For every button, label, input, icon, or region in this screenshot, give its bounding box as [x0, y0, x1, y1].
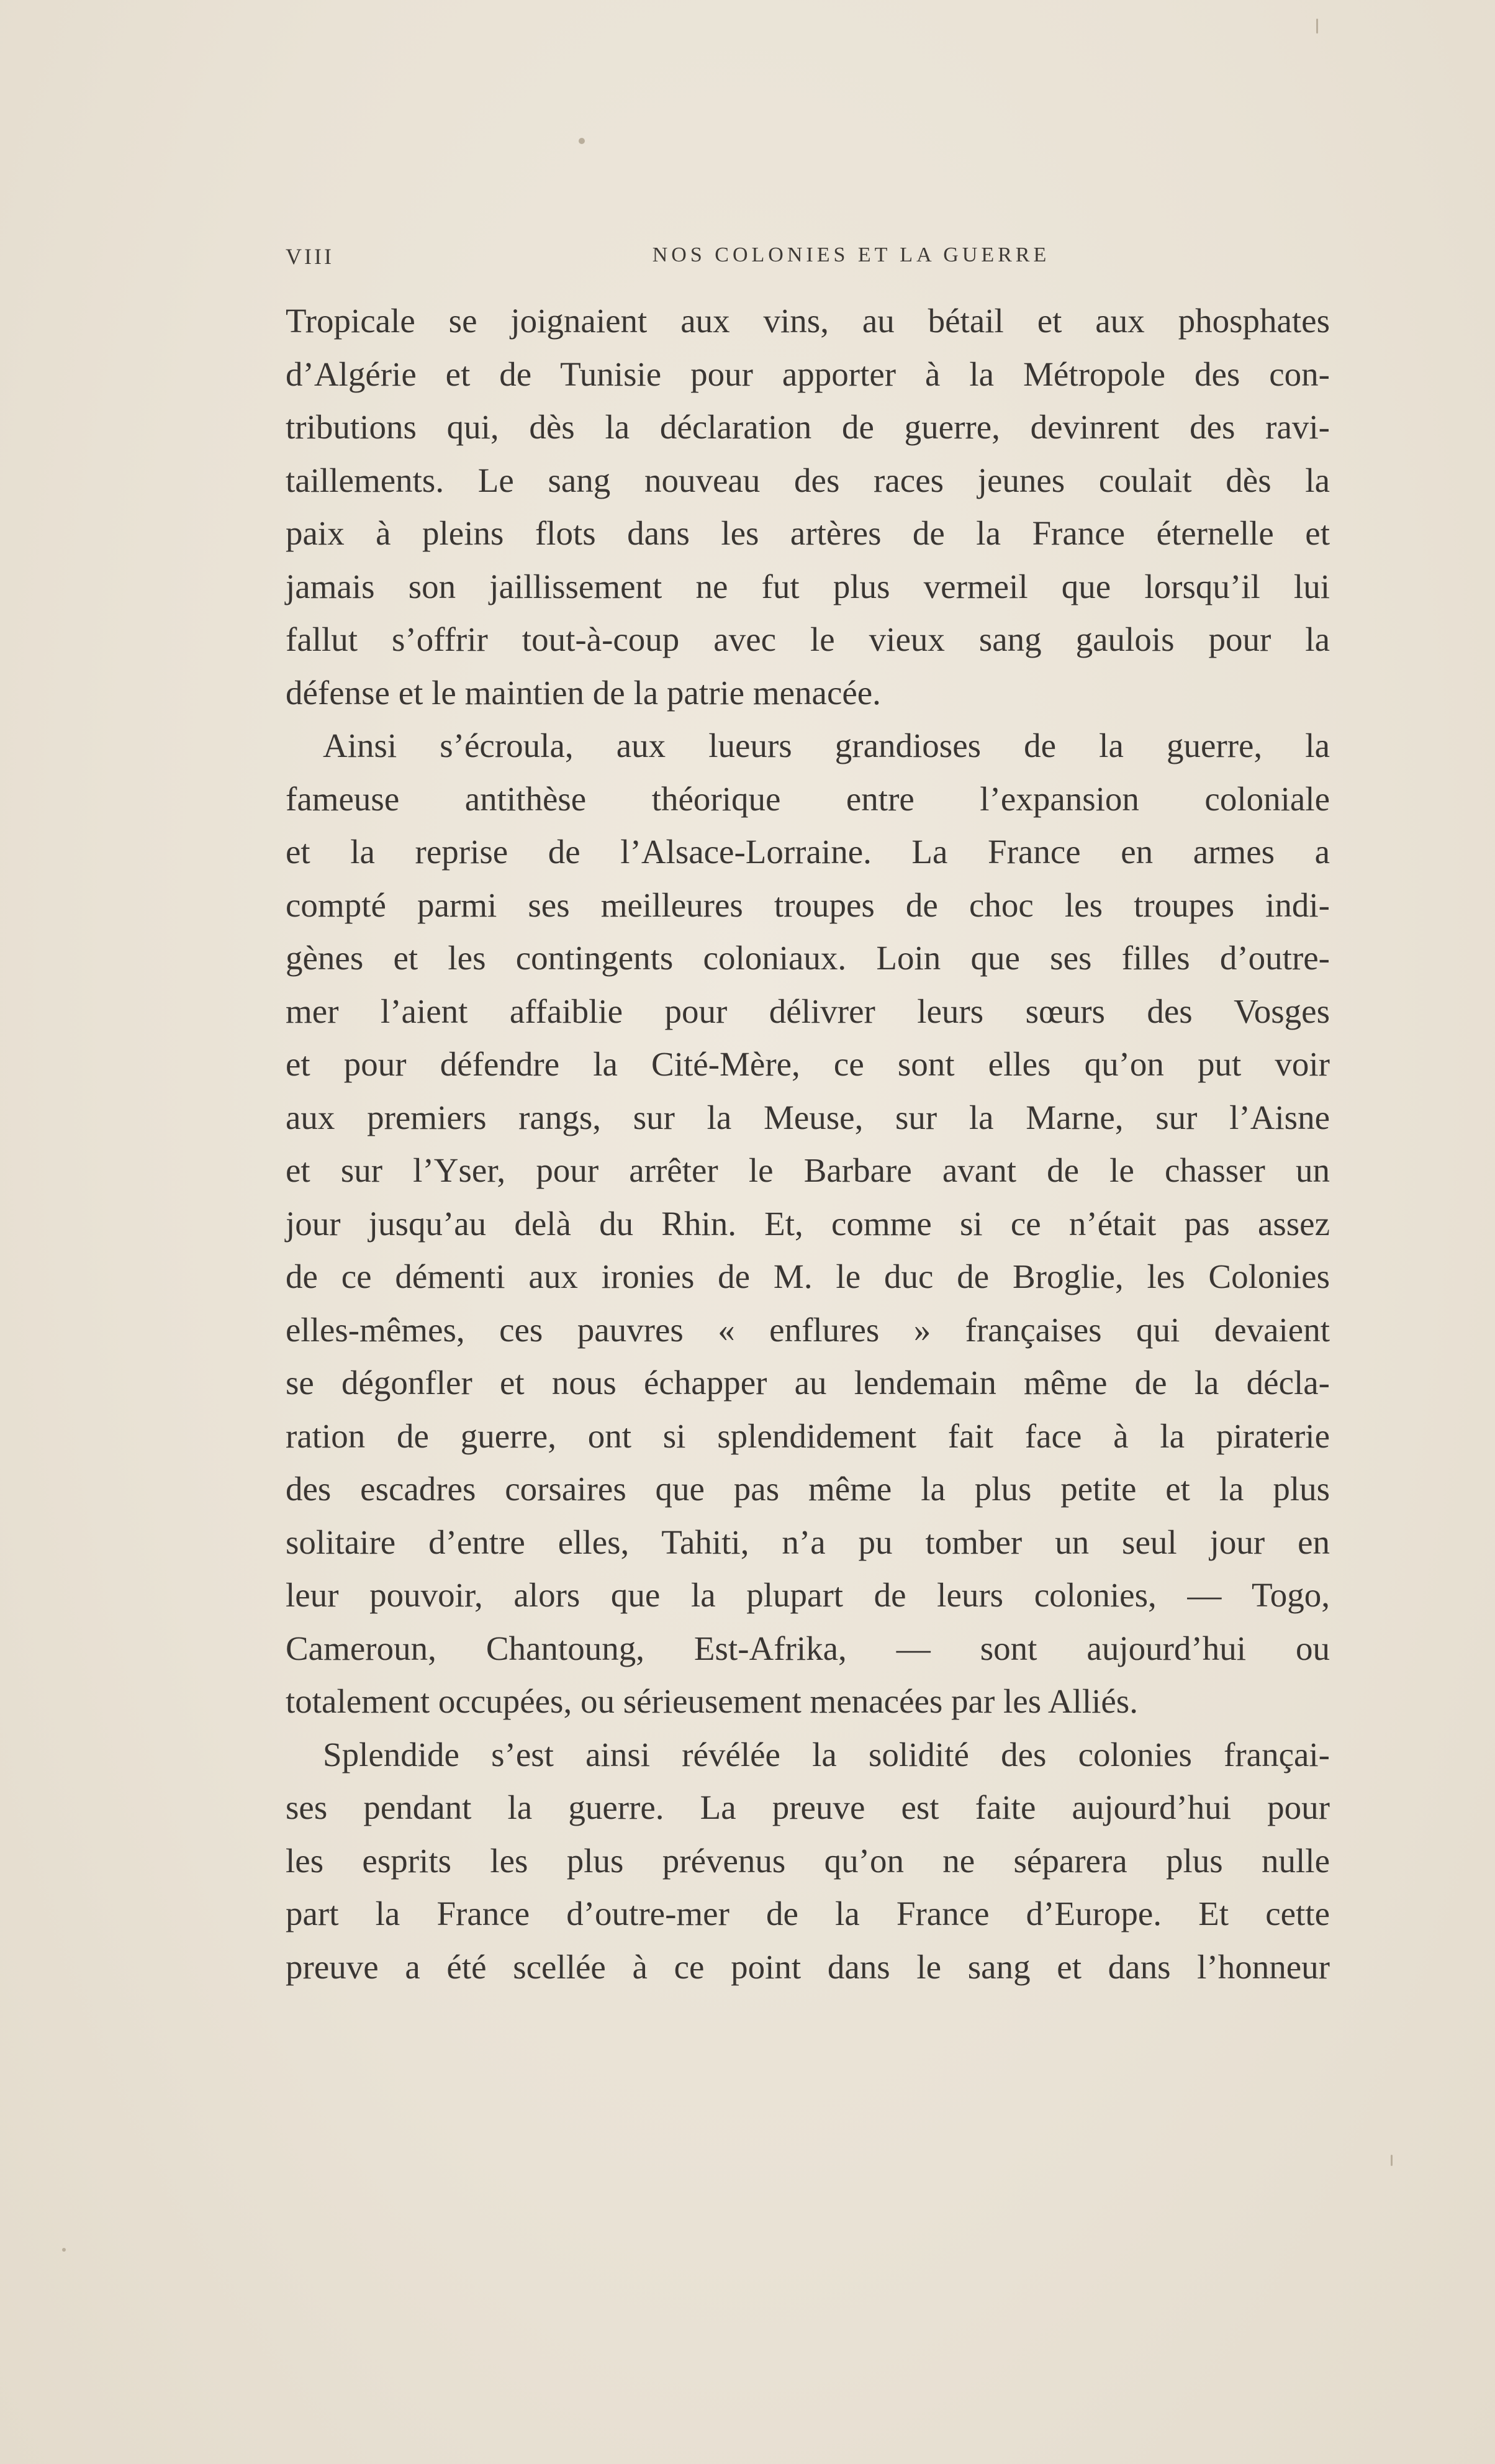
text-line: mer l’aient affaiblie pour délivrer leurs sœurs des Vosges: [286, 992, 1330, 1030]
page-number: VIII: [286, 244, 334, 269]
text-line: gènes et les contingents coloniaux. Loin que ses filles d’outre-: [286, 939, 1330, 977]
text-line: fameuse antithèse théorique entre l’expansion coloniale: [286, 779, 1330, 818]
text-line: les esprits les plus prévenus qu’on ne séparera plus nulle: [286, 1841, 1330, 1880]
text-line: de ce démenti aux ironies de M. le duc de Broglie, les Colonies: [286, 1257, 1330, 1295]
paper-speck: [62, 2248, 66, 2252]
text-line: Splendide s’est ainsi révélée la solidité des colonies françai-: [323, 1735, 1330, 1773]
text-line: jour jusqu’au delà du Rhin. Et, comme si ce n’était pas assez: [286, 1204, 1330, 1243]
text-line: taillements. Le sang nouveau des races jeunes coulait dès la: [286, 461, 1330, 499]
body-text: [286, 294, 1330, 1993]
paper-speck: [1391, 2155, 1393, 2166]
text-line: défense et le maintien de la patrie menacée.: [286, 673, 881, 712]
text-line: et la reprise de l’Alsace-Lorraine. La France en armes a: [286, 833, 1330, 871]
text-line: totalement occupées, ou sérieusement menacées par les Alliés.: [286, 1682, 1138, 1720]
text-line: leur pouvoir, alors que la plupart de leurs colonies, — Togo,: [286, 1576, 1330, 1614]
text-line: tributions qui, dès la déclaration de guerre, devinrent des ravi-: [286, 408, 1330, 446]
paper-speck: [1316, 19, 1318, 34]
text-line: compté parmi ses meilleures troupes de choc les troupes indi-: [286, 886, 1330, 924]
text-line: paix à pleins flots dans les artères de la France éternelle et: [286, 514, 1330, 552]
text-line: preuve a été scellée à ce point dans le sang et dans l’honneur: [286, 1947, 1330, 1986]
text-line: ses pendant la guerre. La preuve est faite aujourd’hui pour: [286, 1788, 1330, 1826]
text-line: d’Algérie et de Tunisie pour apporter à la Métropole des con-: [286, 355, 1330, 393]
text-line: et pour défendre la Cité-Mère, ce sont elles qu’on put voir: [286, 1045, 1330, 1083]
text-line: part la France d’outre-mer de la France d’Europe. Et cette: [286, 1895, 1330, 1932]
text-line: Cameroun, Chantoung, Est-Afrika, — sont aujourd’hui ou: [286, 1629, 1330, 1667]
text-line: elles-mêmes, ces pauvres « enflures » françaises qui devaient: [286, 1310, 1330, 1349]
text-line: des escadres corsaires que pas même la plus petite et la plus: [286, 1470, 1330, 1508]
text-line: solitaire d’entre elles, Tahiti, n’a pu tomber un seul jour en: [286, 1523, 1330, 1561]
running-title: NOS COLONIES ET LA GUERRE: [652, 243, 1050, 266]
paper-speck: [579, 138, 585, 144]
text-line: ration de guerre, ont si splendidement fait face à la piraterie: [286, 1416, 1330, 1455]
text-line: jamais son jaillissement ne fut plus vermeil que lorsqu’il lui: [286, 567, 1330, 605]
text-line: fallut s’offrir tout-à-coup avec le vieux sang gaulois pour la: [286, 620, 1330, 658]
text-line: Tropicale se joignaient aux vins, au bétail et aux phosphates: [286, 302, 1330, 340]
text-line: Ainsi s’écroula, aux lueurs grandioses de la guerre, la: [323, 727, 1330, 764]
text-line: et sur l’Yser, pour arrêter le Barbare avant de le chasser un: [286, 1151, 1330, 1189]
running-header: [286, 243, 1330, 274]
text-line: aux premiers rangs, sur la Meuse, sur la Marne, sur l’Aisne: [286, 1098, 1330, 1136]
text-line: se dégonfler et nous échapper au lendemain même de la décla-: [286, 1364, 1330, 1402]
